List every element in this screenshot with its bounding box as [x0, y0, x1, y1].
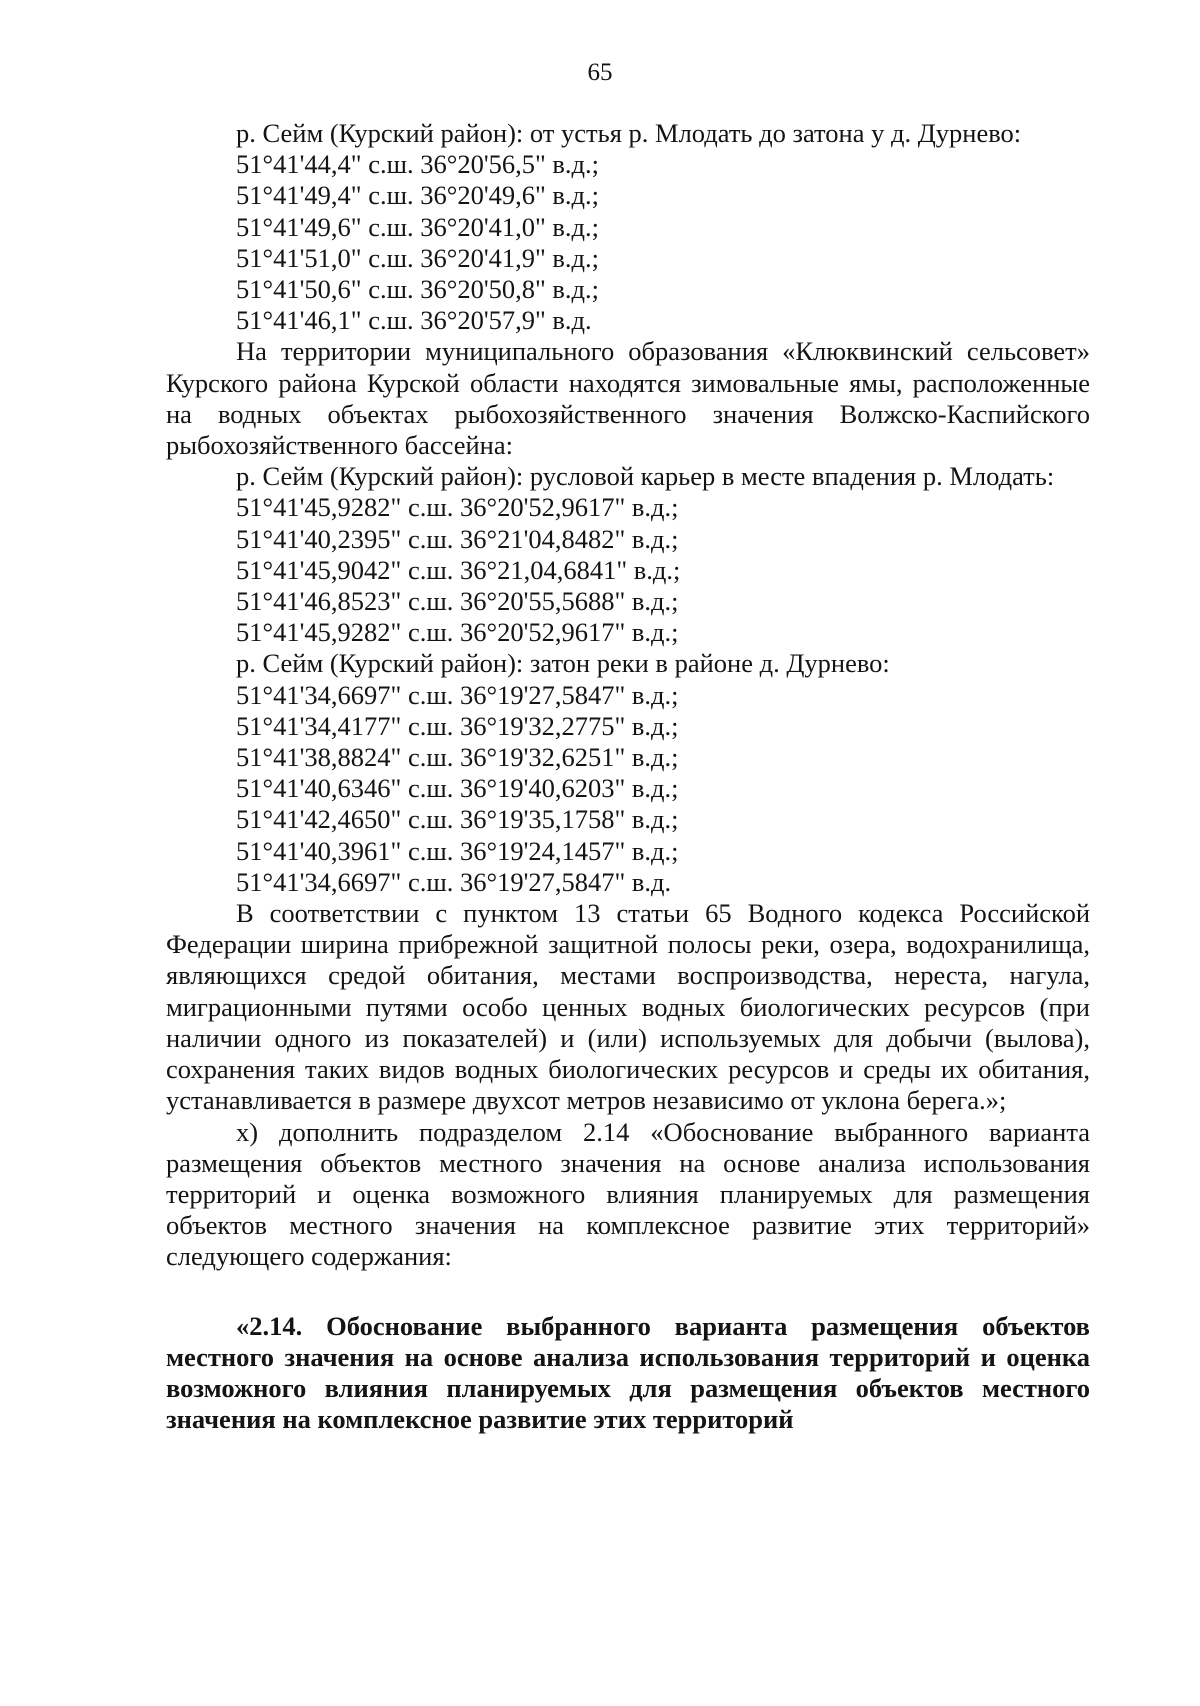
coordinate-line: 51°41'46,8523" с.ш. 36°20'55,5688" в.д.;: [236, 586, 679, 617]
paragraph-water-code: В соответствии с пунктом 13 статьи 65 Водного кодекса Российской Федерации ширина прибрежной защитной полосы реки, озера, водохранилища, являющихся средой обитания, местами воспроизводства, нереста, нагула, миграционными путями особо ценных водных биологических ресурсов (при наличии одного из показателей) и (или) используемых для добычи (вылова), сохранения таких видов водных биологических ресурсов и среды их обитания, устанавливается в размере двухсот метров независимо от уклона берега.»;: [166, 898, 1090, 1116]
section3-coordinate-list: [166, 680, 1090, 898]
coordinate-line: 51°41'45,9282" с.ш. 36°20'52,9617" в.д.;: [236, 492, 679, 523]
coordinate-line: 51°41'49,4" с.ш. 36°20'49,6" в.д.;: [236, 180, 600, 211]
section3-intro: р. Сейм (Курский район): затон реки в районе д. Дурнево:: [236, 648, 890, 679]
coordinate-line: 51°41'34,4177" с.ш. 36°19'32,2775" в.д.;: [236, 710, 679, 741]
coordinate-line: 51°41'34,6697" с.ш. 36°19'27,5847" в.д.;: [236, 679, 679, 710]
coordinate-line: 51°41'40,2395" с.ш. 36°21'04,8482" в.д.;: [236, 523, 679, 554]
document-body: [166, 118, 1090, 1435]
coordinate-line: 51°41'50,6" с.ш. 36°20'50,8" в.д.;: [236, 274, 600, 305]
section2-coordinate-list: [166, 492, 1090, 648]
coordinate-line: 51°41'40,6346" с.ш. 36°19'40,6203" в.д.;: [236, 773, 679, 804]
coordinate-line: 51°41'38,8824" с.ш. 36°19'32,6251" в.д.;: [236, 742, 679, 773]
section2-intro: р. Сейм (Курский район): русловой карьер в месте впадения р. Млодать:: [236, 461, 1055, 492]
coordinate-line: 51°41'40,3961" с.ш. 36°19'24,1457" в.д.;: [236, 835, 679, 866]
section1-intro: р. Сейм (Курский район): от устья р. Млодать до затона у д. Дурнево:: [236, 118, 1022, 148]
section-heading-2-14: «2.14. Обоснование выбранного варианта размещения объектов местного значения на основе анализа использования территорий и оценка возможного влияния планируемых для размещения объектов местного значения на комплексное развитие этих территорий: [166, 1310, 1090, 1435]
paragraph-territory: На территории муниципального образования «Клюквинский сельсовет» Курского района Курской области находятся зимовальные ямы, расположенные на водных объектах рыбохозяйственного значения Волжско-Каспийского рыбохозяйственного бассейна:: [166, 336, 1090, 461]
coordinate-line: 51°41'42,4650" с.ш. 36°19'35,1758" в.д.;: [236, 804, 679, 835]
paragraph-amendment: х) дополнить подразделом 2.14 «Обоснование выбранного варианта размещения объектов местного значения на основе анализа использования территорий и оценка возможного влияния планируемых для размещения объектов местного значения на комплексное развитие этих территорий» следующего содержания:: [166, 1116, 1090, 1272]
coordinate-line: 51°41'51,0" с.ш. 36°20'41,9" в.д.;: [236, 242, 600, 273]
page-number: 65: [587, 59, 613, 86]
coordinate-line: 51°41'34,6697" с.ш. 36°19'27,5847" в.д.: [236, 866, 672, 897]
section1-coordinate-list: [166, 149, 1090, 336]
coordinate-line: 51°41'49,6" с.ш. 36°20'41,0" в.д.;: [236, 211, 600, 242]
coordinate-line: 51°41'45,9282" с.ш. 36°20'52,9617" в.д.;: [236, 617, 679, 648]
coordinate-line: 51°41'46,1" с.ш. 36°20'57,9" в.д.: [236, 305, 592, 336]
coordinate-line: 51°41'44,4" с.ш. 36°20'56,5" в.д.;: [236, 149, 600, 180]
coordinate-line: 51°41'45,9042" с.ш. 36°21,04,6841" в.д.;: [236, 554, 681, 585]
